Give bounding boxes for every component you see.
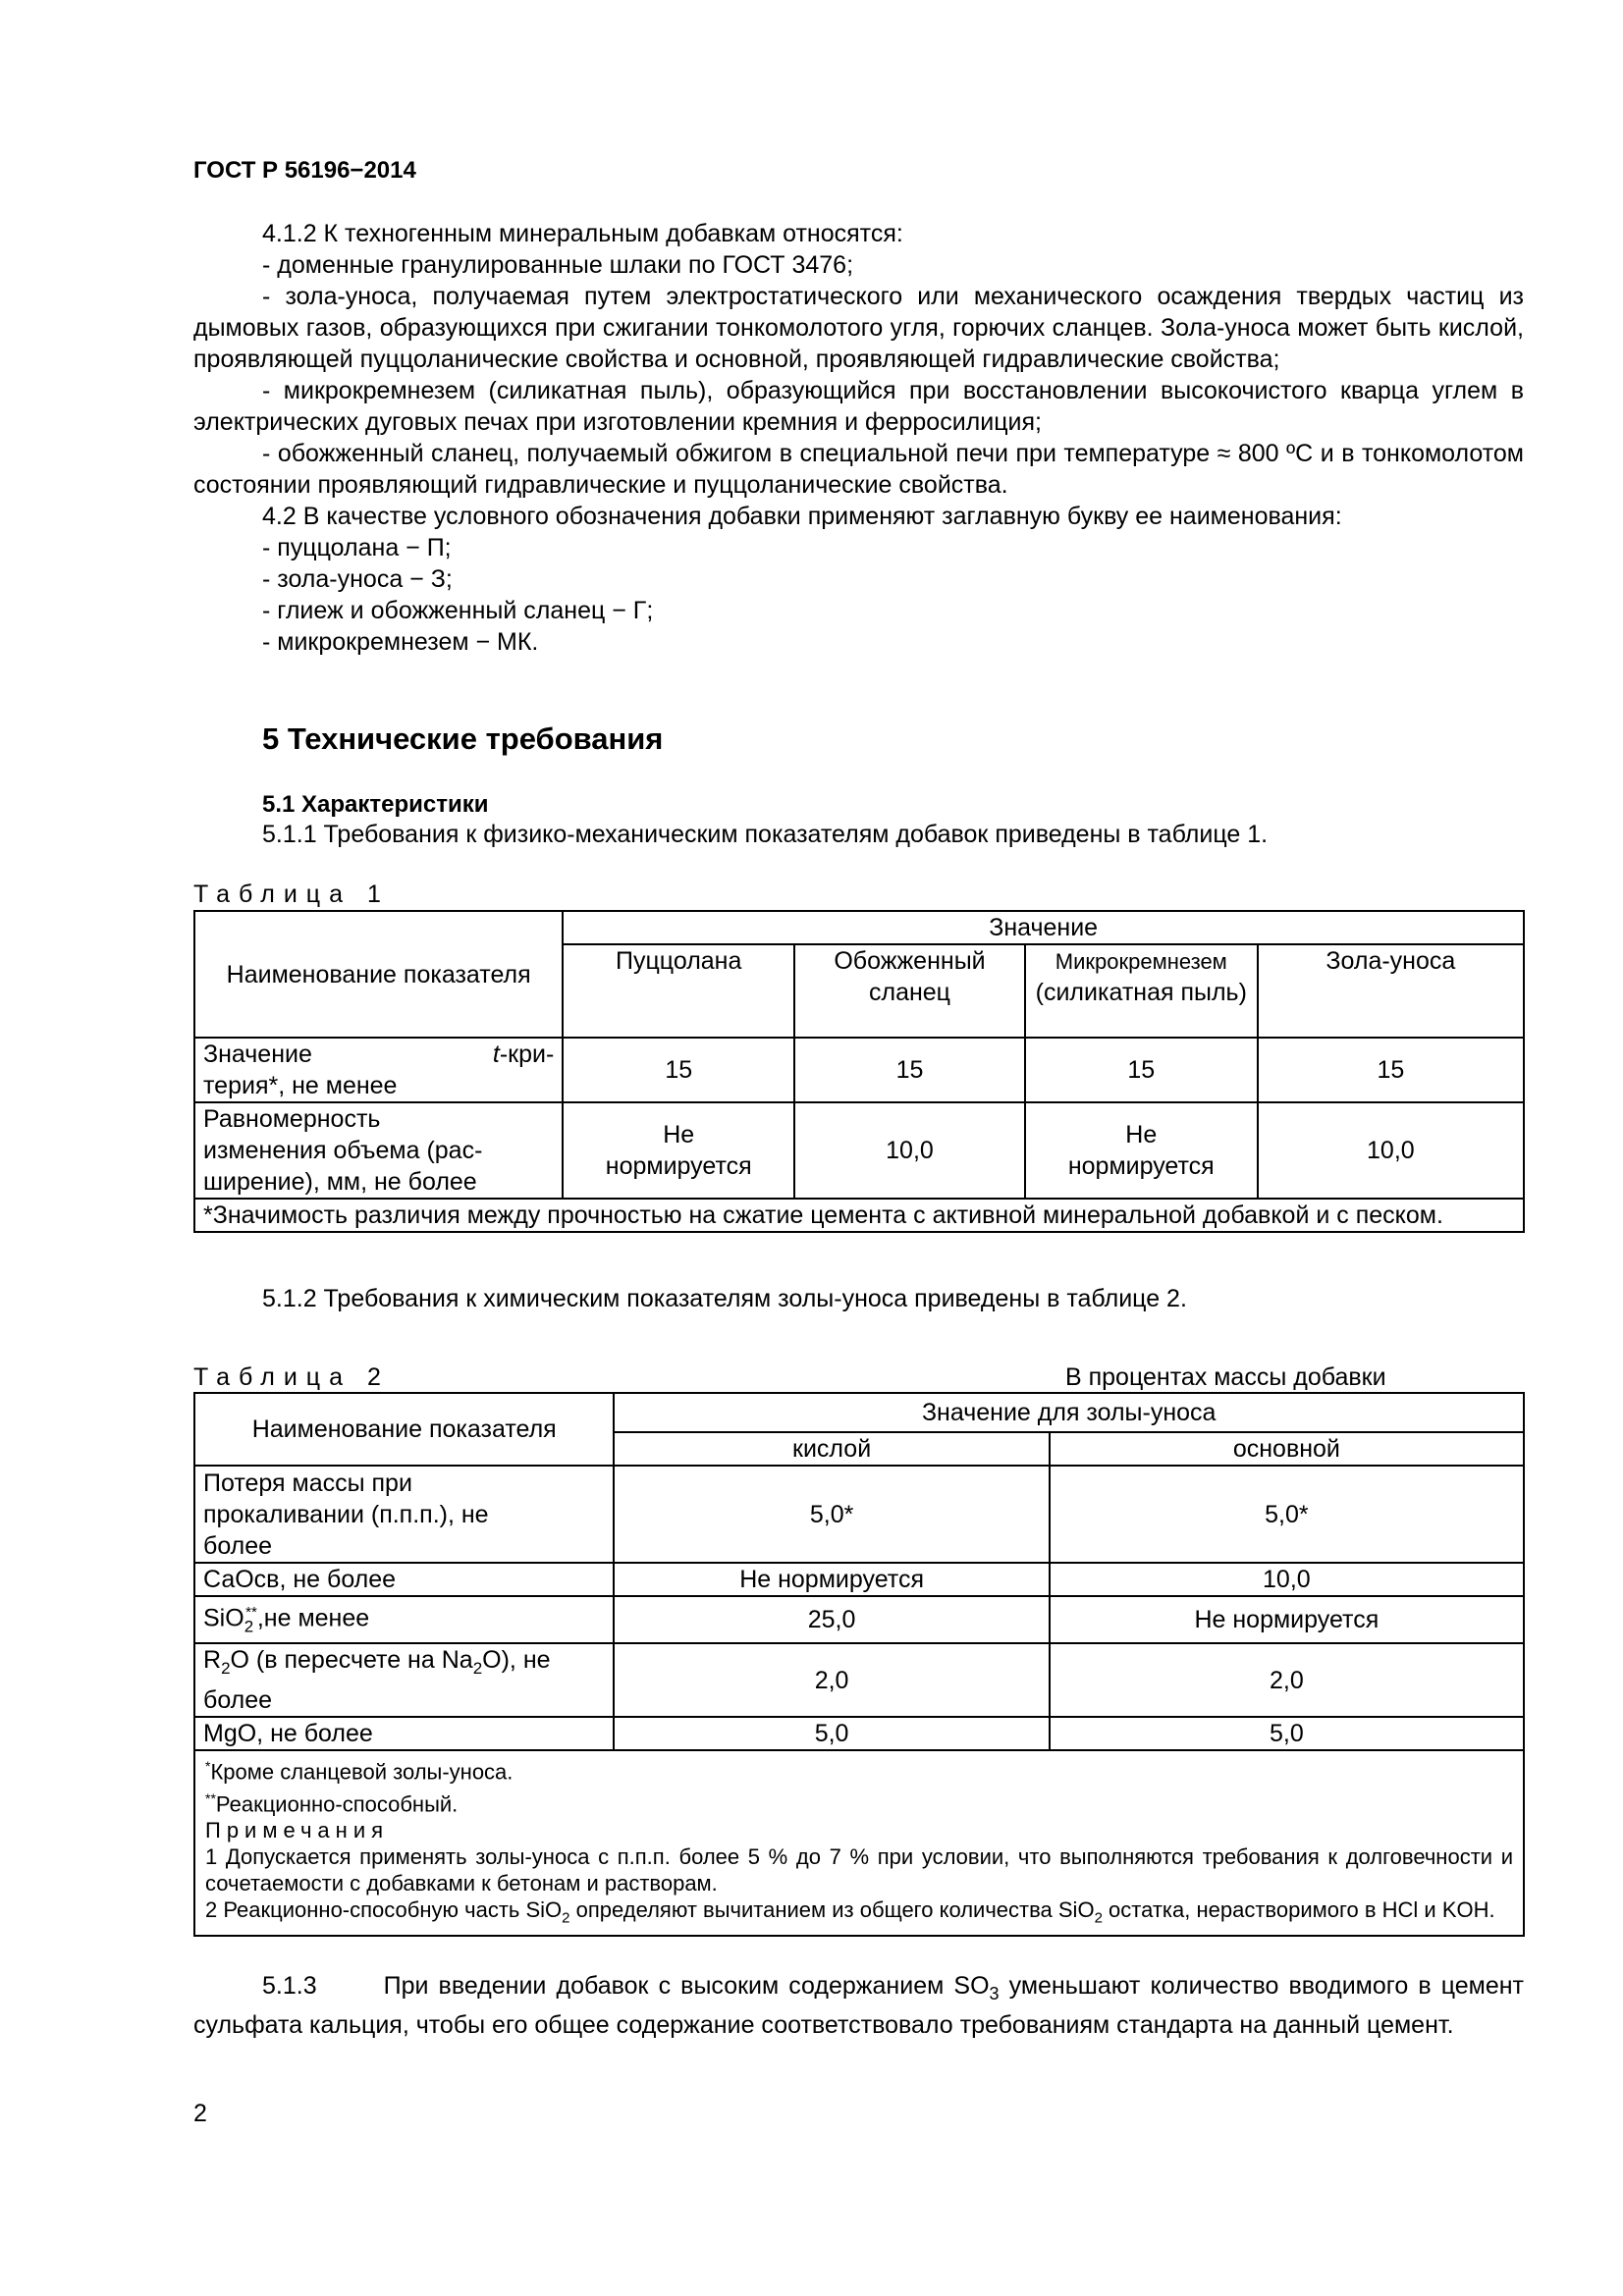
- subscript: 2: [221, 1659, 231, 1679]
- table1-col-name: Наименование показателя: [194, 911, 563, 1038]
- table2-row-ignition-loss: [194, 1466, 614, 1563]
- list-item-burnt-shale: - обожженный сланец, получаемый обжигом в специальной печи при температуре ≈ 800 ºС и в тонкомолотом состоянии проявляющий гидравлические и пуццоланические свойства.: [193, 440, 1524, 499]
- label-line: ширение), мм, не более: [203, 1168, 477, 1196]
- footnote-mark: **: [205, 1789, 216, 1806]
- subscript: 2: [1094, 1909, 1103, 1927]
- table-1: [193, 910, 1525, 1233]
- table2-col-acid: кислой: [614, 1432, 1049, 1466]
- subscript: 2: [243, 1617, 254, 1636]
- table-cell: 10,0: [794, 1102, 1025, 1199]
- table1-caption: Таблица 1: [193, 881, 390, 908]
- list-item-slag: - доменные гранулированные шлаки по ГОСТ 3476;: [262, 251, 854, 279]
- note-part: 2 Реакционно-способную часть SiO: [205, 1896, 563, 1922]
- table-cell: 15: [1258, 1038, 1524, 1102]
- table2-group-header: Значение для золы-уноса: [614, 1393, 1524, 1432]
- table1-row1-label-line1: [203, 1039, 554, 1070]
- table-cell: 25,0: [614, 1596, 1049, 1643]
- table1-col-microsilica-b: (силикатная пыль): [1035, 979, 1247, 1006]
- label-line: более: [203, 1686, 273, 1715]
- page-number: 2: [193, 2100, 207, 2127]
- table2-col-basic: основной: [1050, 1432, 1524, 1466]
- table2-col-name: Наименование показателя: [194, 1393, 614, 1466]
- table-cell: [1025, 1102, 1258, 1199]
- list-item-p: - пуццолана − П;: [262, 534, 452, 561]
- t-italic: t: [492, 1041, 500, 1068]
- table1-col-fly-ash: Зола-уноса: [1258, 944, 1524, 1038]
- table-cell: 5,0: [1050, 1717, 1524, 1750]
- table-cell: 15: [1025, 1038, 1258, 1102]
- table1-row1-label: [194, 1038, 563, 1102]
- label-part-b: -кри-: [499, 1041, 555, 1068]
- table-cell: 15: [563, 1038, 794, 1102]
- table1-col-microsilica-a: Микрокремнезем: [1055, 949, 1227, 974]
- footnote-2: [205, 1786, 1513, 1817]
- label-part-t: [493, 1039, 554, 1070]
- list-item-z: - зола-уноса − З;: [262, 565, 453, 593]
- table2-row-cao: СаОсв, не более: [194, 1563, 614, 1596]
- note-2: [205, 1896, 1513, 1931]
- label-line: Равномерность: [203, 1105, 381, 1133]
- paragraph-part: При введении добавок с высоким содержанием SO: [383, 1972, 990, 2000]
- table1-col-shale: Обожженный сланец: [794, 944, 1025, 1038]
- intro-text: [193, 218, 1524, 658]
- label-line: Потеря массы при: [203, 1468, 412, 1497]
- table1-col-microsilica: [1025, 944, 1258, 1038]
- label-part: О), не: [482, 1646, 551, 1675]
- paragraph-part: уменьшают количество вводимого в цемент сульфата кальция, чтобы его общее содержание соответствовало требованиям стандарта на данный цемент.: [193, 1972, 1524, 2039]
- label-part: ,не менее: [256, 1604, 370, 1632]
- table2-row-sio2: [194, 1596, 614, 1643]
- note-part: определяют вычитанием из общего количества SiO: [569, 1896, 1095, 1922]
- notes-title: Примечания: [205, 1817, 390, 1842]
- cell-text: Не нормируется: [1067, 1121, 1215, 1180]
- table-cell: Не нормируется: [614, 1563, 1049, 1596]
- superscript: **: [245, 1604, 257, 1621]
- table1-row2-label: [194, 1102, 563, 1199]
- table-cell: 10,0: [1050, 1563, 1524, 1596]
- paragraph-511: 5.1.1 Требования к физико-механическим показателям добавок приведены в таблице 1.: [262, 821, 1269, 848]
- subscript: 2: [562, 1909, 570, 1927]
- table-cell: 2,0: [614, 1643, 1049, 1717]
- table-cell: 2,0: [1050, 1643, 1524, 1717]
- list-item-microsilica: - микрокремнезем (силикатная пыль), образующийся при восстановлении высокочистого кварца углем в электрических дуговых печах при изготовлении кремния и ферросилиция;: [193, 377, 1524, 436]
- footnote-mark: *: [205, 1758, 211, 1775]
- table-cell: 5,0*: [1050, 1466, 1524, 1563]
- table1-group-header: Значение: [563, 911, 1524, 944]
- table-cell: [563, 1102, 794, 1199]
- label-part: R: [203, 1646, 222, 1675]
- table-2: [193, 1392, 1525, 1937]
- label-line: прокаливании (п.п.п.), не: [203, 1500, 489, 1528]
- label-line: изменения объема (рас-: [203, 1137, 483, 1164]
- table2-caption: Таблица 2: [193, 1363, 390, 1391]
- table2-row-mgo: MgO, не более: [194, 1717, 614, 1750]
- cell-text: Не нормируется: [605, 1121, 752, 1180]
- footnote-1: [205, 1753, 1513, 1785]
- table1-footnote: *Значимость различия между прочностью на сжатие цемента с активной минеральной добавкой и с песком.: [194, 1199, 1524, 1232]
- table2-unit-note: В процентах массы добавки: [1065, 1363, 1386, 1391]
- subscript: 3: [989, 1984, 1000, 2003]
- list-item-mk: - микрокремнезем − МК.: [262, 628, 539, 656]
- note-part: остатка, нерастворимого в HCl и KOH.: [1102, 1896, 1495, 1922]
- footnote-text: Кроме сланцевой золы-уноса.: [210, 1759, 514, 1785]
- table-cell: 5,0*: [614, 1466, 1049, 1563]
- label-part: О (в пересчете на Na: [230, 1646, 473, 1675]
- list-item-g: - глиеж и обожженный сланец − Г;: [262, 597, 654, 624]
- table-cell: 15: [794, 1038, 1025, 1102]
- paragraph-513: [193, 1970, 1524, 2041]
- table2-notes: [194, 1750, 1524, 1936]
- label-part: Значение: [203, 1041, 312, 1068]
- footnote-text: Реакционно-способный.: [215, 1790, 459, 1816]
- table-cell: Не нормируется: [1050, 1596, 1524, 1643]
- paragraph-512: 5.1.2 Требования к химическим показателям золы-уноса приведены в таблице 2.: [262, 1285, 1187, 1312]
- subscript: 2: [472, 1659, 483, 1679]
- table1-row1-label-line2: терия*, не менее: [203, 1072, 398, 1099]
- label-line: [203, 1644, 605, 1684]
- paragraph-42: 4.2 В качестве условного обозначения добавки применяют заглавную букву ее наименования:: [262, 503, 1342, 530]
- paragraph-412: 4.1.2 К техногенным минеральным добавкам относятся:: [262, 220, 903, 247]
- table2-row-r2o: [194, 1643, 614, 1717]
- paragraph-number: 5.1.3: [262, 1972, 317, 2000]
- section-title: 5 Технические требования: [262, 721, 664, 756]
- label-part: SiO: [203, 1604, 244, 1632]
- note-1: 1 Допускается применять золы-уноса с п.п.п. более 5 % до 7 % при условии, что выполняются требования к долговечности и сочетаемости с добавками к бетонам и растворам.: [205, 1843, 1513, 1896]
- table1-col-pozzolan: Пуццолана: [563, 944, 794, 1038]
- subsection-title: 5.1 Характеристики: [262, 791, 489, 818]
- table-cell: 5,0: [614, 1717, 1049, 1750]
- label-line: более: [203, 1531, 273, 1560]
- table-cell: 10,0: [1258, 1102, 1524, 1199]
- document-header: ГОСТ Р 56196−2014: [193, 157, 416, 184]
- list-item-fly-ash: - зола-уноса, получаемая путем электростатического или механического осаждения твердых частиц из дымовых газов, образующихся при сжигании тонкомолотого угля, горючих сланцев. Зола-уноса может быть кислой, проявляющей пуццоланические свойства и основной, проявляющей гидравлические свойства;: [193, 283, 1524, 373]
